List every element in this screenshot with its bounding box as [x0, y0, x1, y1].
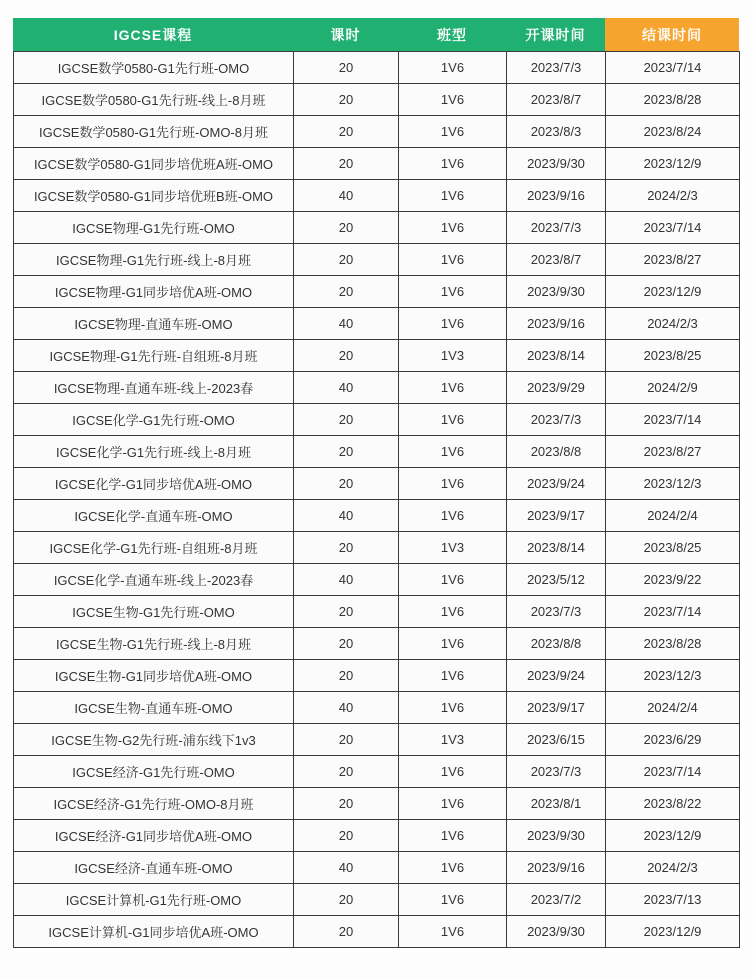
- cell-course: IGCSE化学-直通车班-线上-2023春: [14, 564, 294, 596]
- course-schedule-table: [13, 18, 739, 948]
- cell-start-date: 2023/7/3: [507, 596, 606, 628]
- cell-start-date: 2023/8/7: [507, 84, 606, 116]
- cell-course: IGCSE数学0580-G1同步培优班A班-OMO: [14, 148, 294, 180]
- cell-start-date: 2023/8/3: [507, 116, 606, 148]
- cell-hours: 20: [294, 468, 399, 500]
- table-row: [14, 660, 740, 692]
- cell-end-date: 2023/8/27: [606, 436, 740, 468]
- cell-hours: 20: [294, 820, 399, 852]
- cell-start-date: 2023/9/16: [507, 180, 606, 212]
- cell-hours: 20: [294, 596, 399, 628]
- cell-hours: 20: [294, 916, 399, 948]
- cell-start-date: 2023/9/16: [507, 308, 606, 340]
- cell-start-date: 2023/9/30: [507, 820, 606, 852]
- cell-end-date: 2023/12/9: [606, 148, 740, 180]
- cell-course: IGCSE物理-直通车班-OMO: [14, 308, 294, 340]
- cell-hours: 20: [294, 340, 399, 372]
- table-row: [14, 724, 740, 756]
- cell-end-date: 2023/8/27: [606, 244, 740, 276]
- cell-course: IGCSE数学0580-G1先行班-线上-8月班: [14, 84, 294, 116]
- cell-hours: 40: [294, 692, 399, 724]
- column-header-course: IGCSE课程: [13, 18, 293, 51]
- cell-class-type: 1V6: [399, 468, 507, 500]
- cell-start-date: 2023/9/29: [507, 372, 606, 404]
- cell-end-date: 2024/2/3: [606, 180, 740, 212]
- table-row: [14, 820, 740, 852]
- cell-class-type: 1V6: [399, 660, 507, 692]
- cell-course: IGCSE生物-直通车班-OMO: [14, 692, 294, 724]
- cell-hours: 40: [294, 180, 399, 212]
- cell-course: IGCSE化学-G1先行班-自组班-8月班: [14, 532, 294, 564]
- cell-class-type: 1V6: [399, 756, 507, 788]
- cell-class-type: 1V6: [399, 596, 507, 628]
- cell-hours: 20: [294, 84, 399, 116]
- cell-start-date: 2023/9/24: [507, 660, 606, 692]
- table-header-row: [13, 18, 739, 51]
- cell-start-date: 2023/7/3: [507, 404, 606, 436]
- cell-course: IGCSE物理-直通车班-线上-2023春: [14, 372, 294, 404]
- cell-class-type: 1V6: [399, 244, 507, 276]
- cell-end-date: 2023/12/3: [606, 468, 740, 500]
- cell-course: IGCSE经济-G1同步培优A班-OMO: [14, 820, 294, 852]
- cell-hours: 20: [294, 148, 399, 180]
- cell-class-type: 1V6: [399, 180, 507, 212]
- cell-class-type: 1V6: [399, 692, 507, 724]
- cell-class-type: 1V6: [399, 116, 507, 148]
- cell-course: IGCSE数学0580-G1先行班-OMO-8月班: [14, 116, 294, 148]
- cell-class-type: 1V6: [399, 404, 507, 436]
- cell-hours: 20: [294, 404, 399, 436]
- table-row: [14, 852, 740, 884]
- cell-end-date: 2023/7/14: [606, 212, 740, 244]
- cell-class-type: 1V6: [399, 564, 507, 596]
- table-body: [13, 51, 740, 948]
- table-row: [14, 84, 740, 116]
- cell-hours: 20: [294, 244, 399, 276]
- cell-course: IGCSE计算机-G1先行班-OMO: [14, 884, 294, 916]
- cell-class-type: 1V6: [399, 276, 507, 308]
- cell-hours: 20: [294, 212, 399, 244]
- column-header-start-date: 开课时间: [506, 18, 605, 51]
- table-row: [14, 276, 740, 308]
- cell-end-date: 2023/7/14: [606, 596, 740, 628]
- cell-course: IGCSE经济-G1先行班-OMO: [14, 756, 294, 788]
- table-row: [14, 628, 740, 660]
- cell-end-date: 2024/2/4: [606, 500, 740, 532]
- table-row: [14, 596, 740, 628]
- cell-class-type: 1V3: [399, 532, 507, 564]
- cell-class-type: 1V3: [399, 340, 507, 372]
- cell-class-type: 1V6: [399, 788, 507, 820]
- cell-hours: 20: [294, 660, 399, 692]
- cell-class-type: 1V6: [399, 212, 507, 244]
- cell-class-type: 1V6: [399, 884, 507, 916]
- column-header-end-date: 结课时间: [605, 18, 739, 51]
- cell-class-type: 1V6: [399, 820, 507, 852]
- cell-class-type: 1V6: [399, 84, 507, 116]
- cell-course: IGCSE物理-G1同步培优A班-OMO: [14, 276, 294, 308]
- cell-hours: 20: [294, 532, 399, 564]
- cell-end-date: 2023/7/14: [606, 756, 740, 788]
- cell-start-date: 2023/7/3: [507, 212, 606, 244]
- cell-hours: 20: [294, 116, 399, 148]
- cell-course: IGCSE物理-G1先行班-线上-8月班: [14, 244, 294, 276]
- cell-start-date: 2023/8/8: [507, 628, 606, 660]
- cell-start-date: 2023/9/30: [507, 148, 606, 180]
- cell-end-date: 2023/12/9: [606, 916, 740, 948]
- cell-start-date: 2023/7/3: [507, 756, 606, 788]
- table-row: [14, 468, 740, 500]
- cell-hours: 20: [294, 724, 399, 756]
- cell-hours: 20: [294, 276, 399, 308]
- cell-end-date: 2023/7/14: [606, 404, 740, 436]
- cell-hours: 20: [294, 884, 399, 916]
- cell-end-date: 2023/7/14: [606, 52, 740, 84]
- cell-class-type: 1V6: [399, 148, 507, 180]
- cell-start-date: 2023/6/15: [507, 724, 606, 756]
- cell-start-date: 2023/8/1: [507, 788, 606, 820]
- cell-hours: 20: [294, 628, 399, 660]
- cell-course: IGCSE化学-G1先行班-线上-8月班: [14, 436, 294, 468]
- cell-course: IGCSE数学0580-G1同步培优班B班-OMO: [14, 180, 294, 212]
- cell-start-date: 2023/8/8: [507, 436, 606, 468]
- cell-end-date: 2023/9/22: [606, 564, 740, 596]
- cell-class-type: 1V6: [399, 500, 507, 532]
- table-row: [14, 500, 740, 532]
- cell-hours: 20: [294, 52, 399, 84]
- cell-start-date: 2023/9/16: [507, 852, 606, 884]
- cell-course: IGCSE生物-G1先行班-线上-8月班: [14, 628, 294, 660]
- table-row: [14, 116, 740, 148]
- cell-start-date: 2023/8/14: [507, 340, 606, 372]
- cell-hours: 20: [294, 756, 399, 788]
- cell-end-date: 2024/2/3: [606, 852, 740, 884]
- cell-end-date: 2024/2/4: [606, 692, 740, 724]
- cell-course: IGCSE数学0580-G1先行班-OMO: [14, 52, 294, 84]
- table-row: [14, 756, 740, 788]
- cell-course: IGCSE化学-直通车班-OMO: [14, 500, 294, 532]
- cell-end-date: 2024/2/3: [606, 308, 740, 340]
- cell-course: IGCSE生物-G1先行班-OMO: [14, 596, 294, 628]
- table-row: [14, 788, 740, 820]
- cell-end-date: 2023/8/24: [606, 116, 740, 148]
- cell-end-date: 2023/8/25: [606, 532, 740, 564]
- cell-hours: 40: [294, 564, 399, 596]
- cell-end-date: 2024/2/9: [606, 372, 740, 404]
- table-row: [14, 436, 740, 468]
- table-row: [14, 692, 740, 724]
- cell-end-date: 2023/8/25: [606, 340, 740, 372]
- cell-course: IGCSE化学-G1先行班-OMO: [14, 404, 294, 436]
- cell-start-date: 2023/9/30: [507, 276, 606, 308]
- cell-hours: 40: [294, 500, 399, 532]
- cell-class-type: 1V6: [399, 628, 507, 660]
- cell-hours: 20: [294, 788, 399, 820]
- cell-end-date: 2023/12/3: [606, 660, 740, 692]
- table-row: [14, 212, 740, 244]
- table-row: [14, 564, 740, 596]
- cell-class-type: 1V6: [399, 436, 507, 468]
- cell-class-type: 1V6: [399, 372, 507, 404]
- column-header-hours: 课时: [293, 18, 398, 51]
- cell-class-type: 1V6: [399, 52, 507, 84]
- cell-course: IGCSE经济-G1先行班-OMO-8月班: [14, 788, 294, 820]
- cell-course: IGCSE物理-G1先行班-自组班-8月班: [14, 340, 294, 372]
- cell-hours: 40: [294, 852, 399, 884]
- cell-hours: 40: [294, 308, 399, 340]
- cell-end-date: 2023/12/9: [606, 820, 740, 852]
- table-row: [14, 340, 740, 372]
- cell-hours: 20: [294, 436, 399, 468]
- table-row: [14, 148, 740, 180]
- cell-course: IGCSE生物-G2先行班-浦东线下1v3: [14, 724, 294, 756]
- cell-start-date: 2023/5/12: [507, 564, 606, 596]
- cell-end-date: 2023/12/9: [606, 276, 740, 308]
- table-row: [14, 532, 740, 564]
- cell-end-date: 2023/8/28: [606, 84, 740, 116]
- table-row: [14, 916, 740, 948]
- table-row: [14, 372, 740, 404]
- cell-class-type: 1V3: [399, 724, 507, 756]
- cell-class-type: 1V6: [399, 916, 507, 948]
- cell-course: IGCSE计算机-G1同步培优A班-OMO: [14, 916, 294, 948]
- table-row: [14, 52, 740, 84]
- cell-class-type: 1V6: [399, 308, 507, 340]
- cell-end-date: 2023/6/29: [606, 724, 740, 756]
- column-header-class-type: 班型: [398, 18, 506, 51]
- cell-start-date: 2023/9/17: [507, 500, 606, 532]
- cell-hours: 40: [294, 372, 399, 404]
- cell-end-date: 2023/8/22: [606, 788, 740, 820]
- cell-course: IGCSE物理-G1先行班-OMO: [14, 212, 294, 244]
- cell-course: IGCSE生物-G1同步培优A班-OMO: [14, 660, 294, 692]
- cell-start-date: 2023/8/7: [507, 244, 606, 276]
- table-row: [14, 180, 740, 212]
- table-row: [14, 308, 740, 340]
- cell-start-date: 2023/8/14: [507, 532, 606, 564]
- cell-class-type: 1V6: [399, 852, 507, 884]
- cell-start-date: 2023/7/2: [507, 884, 606, 916]
- cell-course: IGCSE化学-G1同步培优A班-OMO: [14, 468, 294, 500]
- table-row: [14, 884, 740, 916]
- cell-start-date: 2023/9/30: [507, 916, 606, 948]
- cell-course: IGCSE经济-直通车班-OMO: [14, 852, 294, 884]
- cell-start-date: 2023/7/3: [507, 52, 606, 84]
- cell-start-date: 2023/9/17: [507, 692, 606, 724]
- cell-end-date: 2023/7/13: [606, 884, 740, 916]
- table-row: [14, 244, 740, 276]
- cell-end-date: 2023/8/28: [606, 628, 740, 660]
- cell-start-date: 2023/9/24: [507, 468, 606, 500]
- table-row: [14, 404, 740, 436]
